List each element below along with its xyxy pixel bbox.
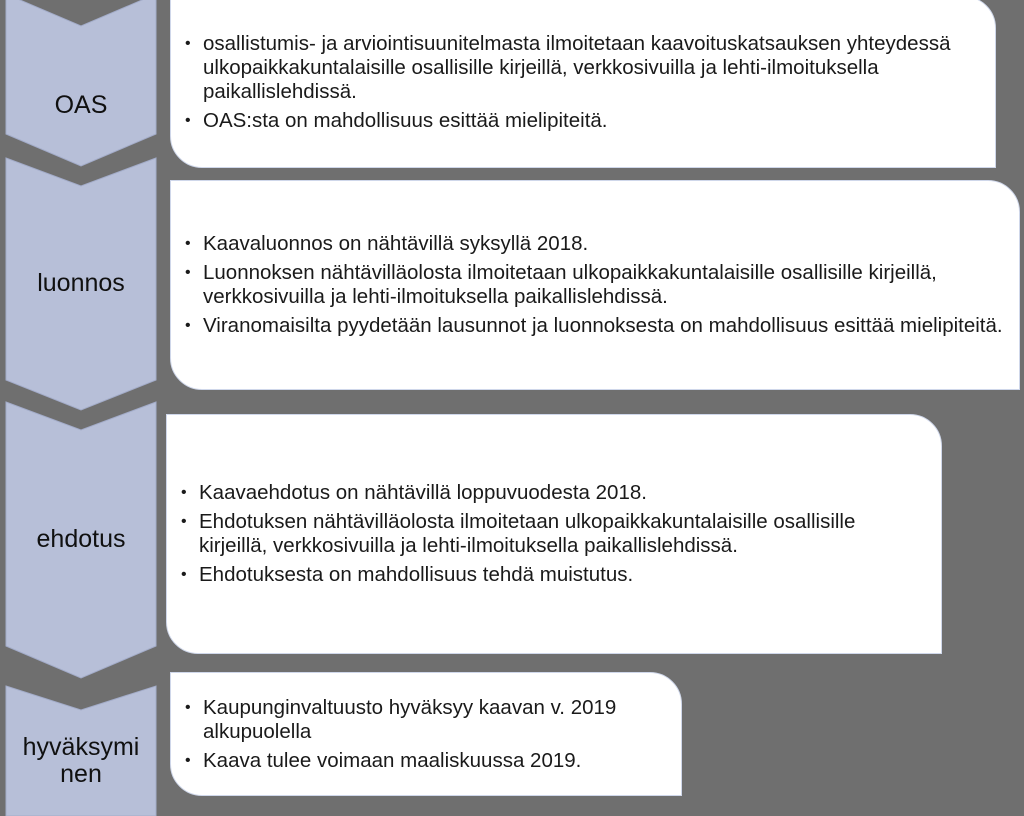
bullet-icon: • [181,484,187,501]
bullet-text: Ehdotuksen nähtävilläolosta ilmoitetaan ulkopaikkakuntalaisille osallisille kirjeillä, verkkosivuilla ja lehti-ilmoituksella paikallislehdissä. [199,510,856,557]
bullet-text: osallistumis- ja arviointisuunitelmasta ilmoitetaan kaavoituskatsauksen yhteydessä ulkopaikkakuntalaisille osallisille kirjeillä, verkkosivuilla ja lehti-ilmoituksella paikallislehdissä. [203,31,951,103]
step-label-luonnos: luonnos [37,269,125,297]
chevron-ehdotus [6,402,156,678]
panel-luonnos [170,180,1020,390]
list-item [185,749,669,773]
list-item [185,261,1007,309]
panel-oas [170,0,996,168]
bullet-text: Kaavaehdotus on nähtävillä loppuvuodesta 2018. [199,481,647,504]
list-item [185,314,1007,338]
bullet-icon: • [185,235,191,252]
step-label-line: hyväksymi [22,733,140,761]
list-item [185,109,983,133]
bullet-text: Kaupunginvaltuusto hyväksyy kaavan v. 2019 alkupuolella [203,695,617,743]
bullet-text: Luonnoksen nähtävilläolosta ilmoitetaan ulkopaikkakuntalaisille osallisille kirjeillä, verkkosivuilla ja lehti-ilmoituksella paikallislehdissä. [203,261,937,308]
step-label-oas: OAS [54,91,108,119]
bullet-icon: • [181,513,187,530]
bullet-text: Kaavaluonnos on nähtävillä syksyllä 2018. [203,232,589,255]
bullet-list-hyvaksyminen [185,696,669,773]
bullet-text: Kaava tulee voimaan maaliskuussa 2019. [203,748,582,772]
chevron-luonnos [6,158,156,410]
bullet-icon: • [185,698,191,716]
bullet-list-luonnos [185,232,1007,338]
chevron-hyvaksyminen [6,686,156,816]
list-item [181,481,929,505]
list-item [185,696,669,744]
bullet-text: Ehdotuksesta on mahdollisuus tehdä muistutus. [199,563,634,586]
chevron-oas [6,0,156,166]
list-item [181,510,929,558]
bullet-list-oas [185,32,983,133]
bullet-list-ehdotus [181,481,929,587]
chevron-shape-icon [6,0,156,166]
bullet-icon: • [185,111,191,129]
bullet-text: Viranomaisilta pyydetään lausunnot ja luonnoksesta on mahdollisuus esittää mielipiteitä. [203,314,1003,337]
list-item [181,563,929,587]
bullet-icon: • [185,34,191,52]
step-label-hyvaksyminen [6,734,156,788]
panel-ehdotus [166,414,942,654]
bullet-icon: • [185,317,191,334]
list-item [185,232,1007,256]
panel-hyvaksyminen [170,672,682,796]
step-label-ehdotus: ehdotus [36,525,126,553]
bullet-icon: • [185,264,191,281]
list-item [185,32,983,104]
bullet-icon: • [185,751,191,769]
bullet-icon: • [181,566,187,583]
step-label-line: nen [60,760,102,788]
bullet-text: OAS:sta on mahdollisuus esittää mielipiteitä. [203,108,608,132]
